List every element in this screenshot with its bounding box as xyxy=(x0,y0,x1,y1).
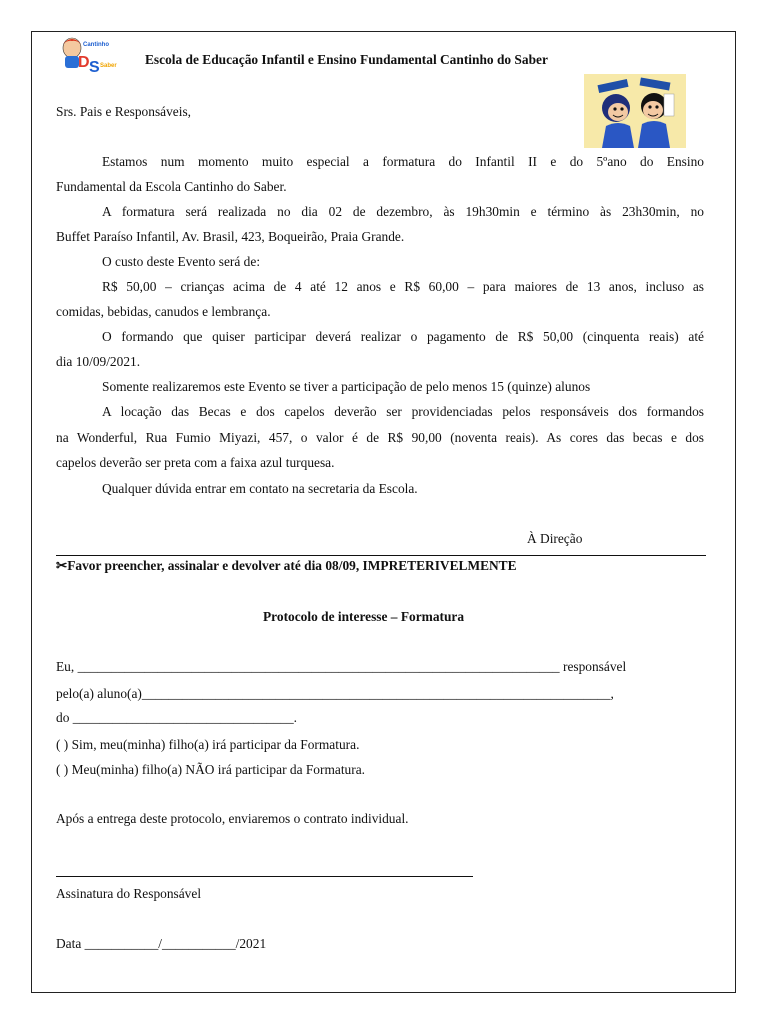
paragraph-gowns-line2: na Wonderful, Rua Fumio Miyazi, 457, o valor é de R$ 90,00 (noventa reais). As cores das becas e dos xyxy=(56,430,704,445)
paragraph-prices-line1: R$ 50,00 – crianças acima de 4 até 12 anos e R$ 60,00 – para maiores de 13 anos, incluso as xyxy=(102,279,704,294)
paragraph-date-line1: A formatura será realizada no dia 02 de dezembro, às 19h30min e término às 23h30min, no xyxy=(102,204,704,219)
paragraph-prices-line2: comidas, bebidas, canudos e lembrança. xyxy=(56,304,271,319)
paragraph-gowns-line3: capelos deverão ser preta com a faixa azul turquesa. xyxy=(56,455,335,470)
signature-label: Assinatura do Responsável xyxy=(56,886,202,901)
paragraph-date-line2: Buffet Paraíso Infantil, Av. Brasil, 423, Boqueirão, Praia Grande. xyxy=(56,229,405,244)
signature-line xyxy=(56,876,473,877)
paragraph-payment-line1: O formando que quiser participar deverá realizar o pagamento de R$ 50,00 (cinquenta reais) até xyxy=(102,329,704,344)
graduation-kids-illustration xyxy=(584,74,686,148)
svg-text:Cantinho: Cantinho xyxy=(83,42,109,48)
field-class: do _________________________________. xyxy=(56,710,298,725)
protocol-title: Protocolo de interesse – Formatura xyxy=(263,609,465,624)
greeting: Srs. Pais e Responsáveis, xyxy=(56,104,192,119)
cut-line xyxy=(56,555,706,556)
school-logo xyxy=(56,34,122,74)
field-guardian-name: Eu, ________________________________________________________________________ responsável xyxy=(56,659,627,674)
option-no: ( ) Meu(minha) filho(a) NÃO irá participar da Formatura. xyxy=(56,762,365,777)
svg-text:Saber: Saber xyxy=(100,63,117,69)
paragraph-intro-line2: Fundamental da Escola Cantinho do Saber. xyxy=(56,179,287,194)
school-name: Escola de Educação Infantil e Ensino Fundamental Cantinho do Saber xyxy=(145,52,548,67)
paragraph-payment-line2: dia 10/09/2021. xyxy=(56,354,141,369)
paragraph-contact: Qualquer dúvida entrar em contato na secretaria da Escola. xyxy=(102,481,418,496)
date-field: Data ___________/___________/2021 xyxy=(56,936,267,951)
paragraph-intro-line1: Estamos num momento muito especial a formatura do Infantil II e do 5ºano do Ensino xyxy=(102,154,704,169)
signoff: À Direção xyxy=(527,531,583,546)
field-student-name: pelo(a) aluno(a)______________________________________________________________________, xyxy=(56,686,614,701)
option-yes: ( ) Sim, meu(minha) filho(a) irá participar da Formatura. xyxy=(56,737,360,752)
svg-text:S: S xyxy=(89,59,100,74)
paragraph-gowns-line1: A locação das Becas e dos capelos deverão ser providenciadas pelos responsáveis dos formandos xyxy=(102,404,704,419)
return-instruction: ✂Favor preencher, assinalar e devolver até dia 08/09, IMPRETERIVELMENTE xyxy=(56,558,517,573)
paragraph-minimum: Somente realizaremos este Evento se tiver a participação de pelo menos 15 (quinze) alunos xyxy=(102,379,591,394)
page-border xyxy=(31,31,736,993)
svg-text:D: D xyxy=(78,54,90,71)
contract-note: Após a entrega deste protocolo, enviaremos o contrato individual. xyxy=(56,811,409,826)
paragraph-cost: O custo deste Evento será de: xyxy=(102,254,261,269)
